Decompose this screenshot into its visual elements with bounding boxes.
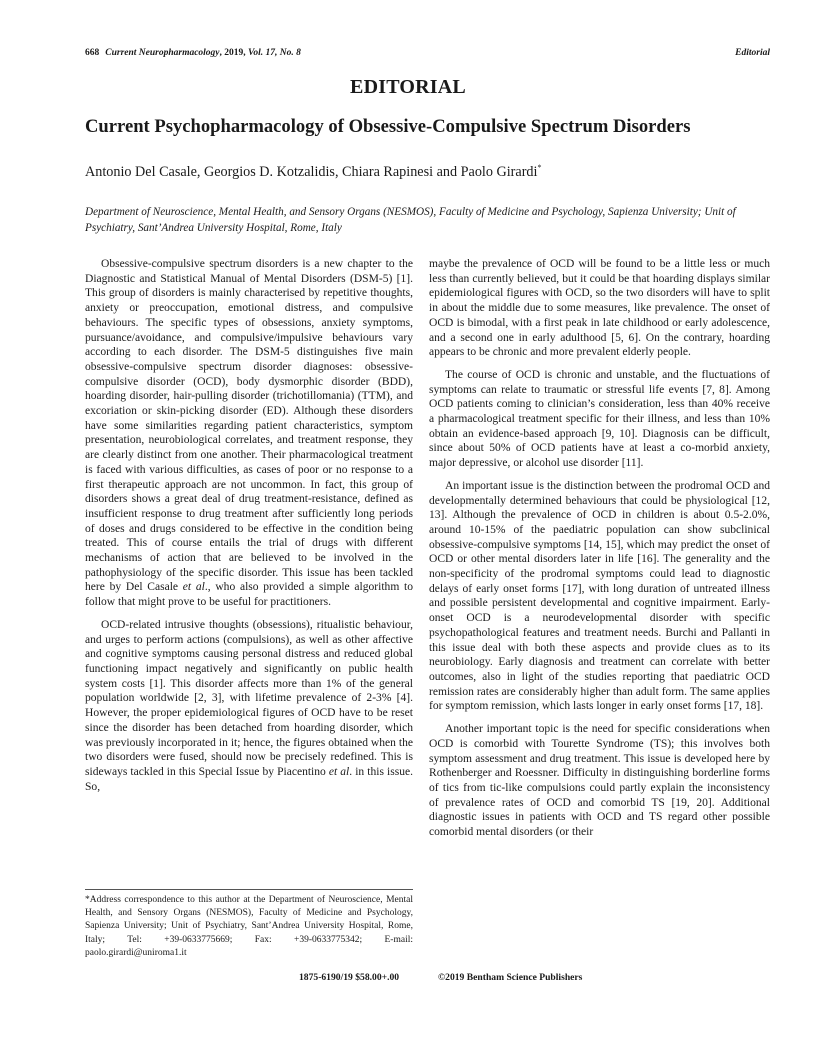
- paragraph: An important issue is the distinction between the prodromal OCD and developmentally determined behaviours that could be physiological [12, 13]. Although the prevalence of OCD in children is about 0.5-2.0%, around 10-15% of the paediatric population can show subclinical obsessive-compulsive symptoms [14, 15], which may predict the onset of OCD or other mental disorders later in life [16]. The generality and the non-specificity of the prodromal symptoms could lead to diagnostic delays of early onset forms [17], with long duration of untreated illness and possible persistent developmental and cognitive impairment. Early-onset OCD is a neurodevelopmental disorder with specific psychopathological features and treatment needs. Burchi and Pallanti in this issue deal with both these aspects and provide clues as to its neurobiology. Early diagnosis and treatment can correlate with better outcomes, also in light of the studies reporting that paediatric OCD remission rates are considerably higher than adult form. The same applies for symptom remission, which lasts longer in early onset forms [17, 18].: [429, 479, 770, 713]
- paragraph: [85, 257, 413, 610]
- paragraph-continued: maybe the prevalence of OCD will be found to be a little less or much less than currently believed, but it could be that hoarding displays similar epidemiological figures with OCD, so the two disorders will have to split in about the middle due to some measures, like prevalence. The onset of OCD is bimodal, with a first peak in late childhood or early adolescence, and a second one in early adulthood [5, 6]. On the contrary, hoarding appears to be chronic and more prevalent elderly people.: [429, 258, 770, 359]
- affiliation: Department of Neuroscience, Mental Health, and Sensory Organs (NESMOS), Faculty of Medicine and Psychology, Sapienza University; Unit of Psychiatry, Sant’Andrea University Hospital, Rome, Italy: [85, 206, 736, 234]
- article-title: Current Psychopharmacology of Obsessive-Compulsive Spectrum Disorders: [85, 116, 691, 137]
- emphasis-text: et al: [182, 581, 205, 594]
- emphasis-text: et al: [328, 765, 350, 778]
- correspondence-footnote: [85, 894, 413, 960]
- paragraph: [85, 618, 413, 794]
- corresponding-author-mark: *: [537, 163, 542, 172]
- running-head: [85, 48, 770, 62]
- authors-text: Antonio Del Casale, Georgios D. Kotzalidis, Chiara Rapinesi and Paolo Girardi: [85, 164, 538, 180]
- body-column-right: [429, 257, 770, 848]
- paragraph: The course of OCD is chronic and unstable, and the fluctuations of symptoms can relate to traumatic or stressful life events [7, 8]. Among OCD patients coming to clinician’s consideration, less than 40% receive a pharmacological treatment specific for their illness, and less than 10% obtain an evidence-based approach [9, 10]. Diagnosis can be difficult, since about 50% of OCD patients have at least a co-morbid anxiety, major depressive, or alcohol use disorder [11].: [429, 368, 770, 470]
- footnote-divider: [85, 889, 413, 890]
- email-link[interactable]: paolo.girardi@uniroma1.it: [85, 947, 187, 958]
- volume-issue: Vol. 17, No. 8: [248, 48, 301, 58]
- email-label: E-mail:: [384, 934, 413, 945]
- paragraph-text: OCD-related intrusive thoughts (obsessions), ritualistic behaviour, and urges to perform actions (compulsions), as well as other affective and cognitive symptoms causing personal distress and reduced global functioning impact negatively and significantly on public health system costs [1]. This disorder affects more than 1% of the general population worldwide [2, 3], with lifetime prevalence of 2-3% [4]. However, the proper epidemiological figures of OCD have to be reset since the disorder has been detached from hoarding disorder, which was previously incorporated in it; hence, the figures obtained when the two disorders were fused, should now be precisely redefined. This is sideways tackled in this Special Issue by Piacentino: [85, 618, 413, 778]
- paragraph-text: Obsessive-compulsive spectrum disorders is a new chapter to the Diagnostic and Statistical Manual of Mental Disorders (DSM-5) [1]. This group of disorders is mainly characterised by repetitive thoughts, anxiety or preoccupation, emotional distress, and compulsive behaviours. The specific types of obsessions, anxiety symptoms, pursuance/avoidance, and compulsive/impulsive behaviours vary according to each disorder. The DSM-5 distinguishes five main obsessive-compulsive spectrum disorder diagnoses: obsessive-compulsive disorder (OCD), body dysmorphic disorder (BDD), hoarding disorder, hair-pulling disorder (trichotillomania) (TTM), and excoriation or skin-picking disorder (ED). Although these disorders have some similarities regarding patient characteristics, symptom presentation, neurobiological correlates, and treatment response, they are clearly distinct from one another. Their pharmacological treatment is faced with various difficulties, as cases of poor or no response to a first therapeutic approach are not uncommon. In fact, this group of disorders shows a great deal of drug treatment-resistance, defined as insufficient response to drug treatment after sufficiently long periods of doses and drugs considered to be effective in the condition being treated. This of course entails the trial of drugs with different mechanisms of action that are believed to be involved in the pathophysiology of the specific disorder. This issue has been tackled here by Del Casale: [85, 258, 413, 594]
- running-head-citation: [85, 48, 301, 58]
- article-type-heading: EDITORIAL: [350, 76, 466, 98]
- paragraph-text: ., who also provided a simple algorithm to follow that might prove to be useful for practitioners.: [85, 581, 414, 609]
- paragraph: Another important topic is the need for specific considerations when OCD is comorbid with Tourette Syndrome (TS); this involves both symptom assessment and drug treatment. This issue is developed here by Rothenberger and Roessner. Difficulty in distinguishing borderline forms of tics from tic-like compulsions could partly explain the inconsistency of prevalence rates of OCD and comorbid TS [19, 20]. Additional diagnostic issues in patients with OCD and TS regard other possible comorbid mental disorders (or their: [429, 723, 770, 839]
- paragraph-text: . in this issue. So,: [85, 765, 413, 793]
- journal-name: Current Neuropharmacology: [105, 48, 220, 58]
- author-list: [85, 163, 785, 181]
- body-column-left: [85, 257, 413, 802]
- footnote-text: *Address correspondence to this author at the Department of Neuroscience, Mental Health, and Sensory Organs (NESMOS), Faculty of Medicine and Psychology, Sapienza University; Unit of Psychiatry, Sant’Andrea University Hospital, Rome, Italy; Tel: +39-0633775669; Fax: +39-0633775342;: [85, 895, 413, 945]
- copyright-notice: ©2019 Bentham Science Publishers: [438, 972, 583, 983]
- issn-price: 1875-6190/19 $58.00+.00: [299, 972, 400, 983]
- journal-year: , 2019,: [219, 48, 249, 58]
- page-number: 668: [85, 48, 100, 58]
- section-label: Editorial: [735, 48, 770, 58]
